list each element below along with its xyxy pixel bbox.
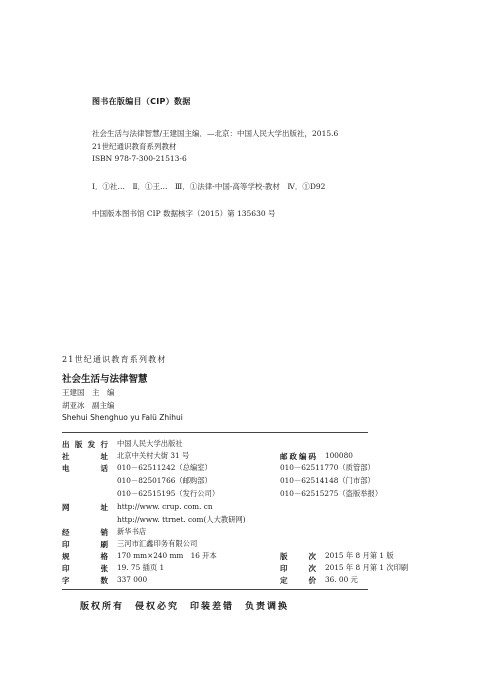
phone-piracy-report: 010－62515275（盗版举报） [280, 489, 383, 498]
sheets-value: 19. 75 插页 1 [117, 563, 165, 572]
series-name: 21世纪通识教育系列教材 [62, 355, 167, 364]
cip-heading: 图书在版编目（CIP）数据 [92, 97, 191, 106]
book-title: 社会生活与法律智慧 [62, 374, 148, 385]
distributor-value: 新华书店 [117, 527, 147, 536]
phone-distribution: 010－62515195（发行公司） [117, 489, 220, 498]
phone-quality: 010－62511770（质管部） [280, 463, 375, 472]
publisher-label: 出版发行 [62, 440, 108, 449]
format-value: 170 mm×240 mm 16 开本 [117, 551, 217, 560]
printer-label: 印 刷 [62, 540, 108, 549]
bottom-rule [62, 589, 368, 590]
sheets-label: 印 张 [62, 564, 108, 573]
address-value: 北京中关村大街 31 号 [117, 451, 190, 460]
phone-label: 电 话 [62, 464, 108, 473]
cip-classification: Ⅰ．①社… Ⅱ．①王… Ⅲ．①法律-中国-高等学校-教材 Ⅳ．①D92 [92, 182, 326, 191]
printer-value: 三河市汇鑫印务有限公司 [117, 539, 198, 548]
cip-isbn: ISBN 978-7-300-21513-6 [92, 154, 187, 163]
price-value: 36. 00 元 [325, 575, 358, 584]
impression-value: 2015 年 8 月第 1 次印刷 [325, 563, 409, 572]
publisher-value: 中国人民大学出版社 [117, 439, 183, 448]
copyright-notice: 版权所有 侵权必究 印装差错 负责调换 [80, 602, 290, 612]
phone-retail: 010－62514148（门市部） [280, 476, 375, 485]
edition-label: 版 次 [280, 552, 316, 561]
phone-mail-order: 010－82501766（邮购部） [117, 476, 212, 485]
deputy-editor-credit: 胡亚冰 副主编 [62, 401, 115, 410]
cip-record-number: 中国版本图书馆 CIP 数据核字（2015）第 135630 号 [92, 209, 276, 218]
cip-series: 21世纪通识教育系列教材 [92, 142, 177, 151]
phone-editorial: 010－62511242（总编室） [117, 463, 212, 472]
website-ttrnet-link[interactable]: http://www. ttrnet. com(人大教研网) [117, 515, 246, 524]
impression-label: 印 次 [280, 564, 316, 573]
word-count-value: 337 000 [117, 575, 148, 584]
postcode-label: 邮政编码 [280, 452, 316, 461]
title-pinyin: Shehui Shenghuo yu Falü Zhihui [62, 413, 183, 422]
format-label: 规 格 [62, 552, 108, 561]
word-count-label: 字 数 [62, 576, 108, 585]
address-label: 社 址 [62, 452, 108, 461]
price-label: 定 价 [280, 576, 316, 585]
top-rule [62, 432, 368, 433]
cip-entry: 社会生活与法律智慧/王建国主编．—北京：中国人民大学出版社，2015.6 [92, 129, 339, 138]
website-label: 网 址 [62, 503, 108, 512]
distributor-label: 经 销 [62, 528, 108, 537]
edition-value: 2015 年 8 月第 1 版 [325, 551, 394, 560]
postcode-value: 100080 [325, 451, 353, 460]
editor-credit: 王建国 主 编 [62, 388, 115, 397]
website-crup-link[interactable]: http://www. crup. com. cn [117, 502, 213, 511]
